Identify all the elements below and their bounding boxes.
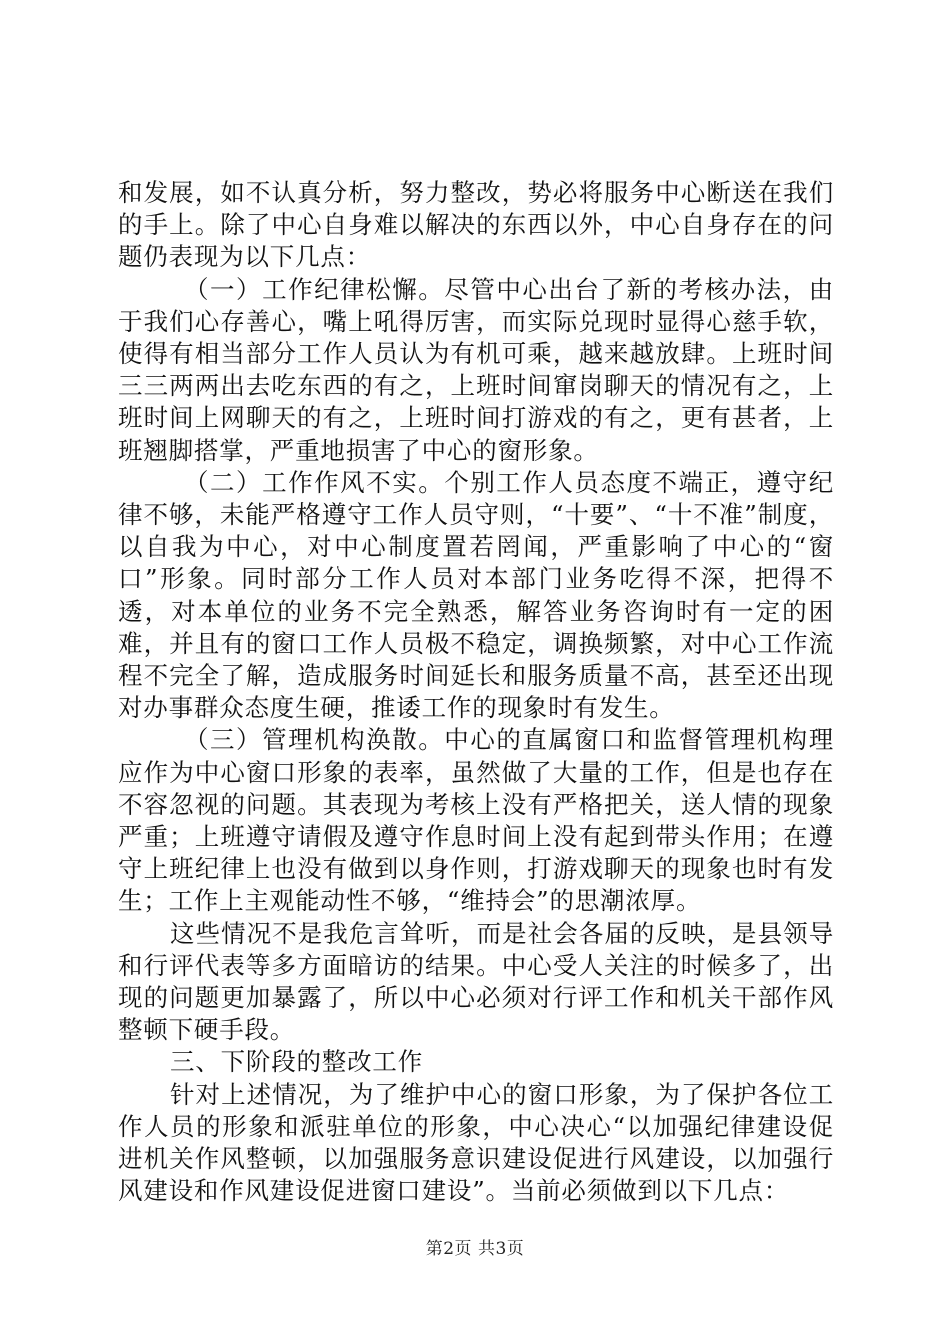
- page-footer: [0, 1238, 950, 1260]
- paragraph-rectification: 针对上述情况，为了维护中心的窗口形象，为了保护各位工作人员的形象和派驻单位的形象，中心决心“以加强纪律建设促进机关作风整顿，以加强服务意识建设促进行风建设，以加强行风建设和作风建设促进窗口建设”。当前必须做到以下几点：: [118, 1079, 834, 1206]
- section-heading: 三、下阶段的整改工作: [170, 1047, 423, 1077]
- paragraph-section-2: （二）工作作风不实。个别工作人员态度不端正，遵守纪律不够，未能严格遵守工作人员守则，“十要”、“十不准”制度，以自我为中心，对中心制度置若罔闻，严重影响了中心的“窗口”形象。同时部分工作人员对本部门业务吃得不深，把得不透，对本单位的业务不完全熟悉，解答业务咨询时有一定的困难，并且有的窗口工作人员极不稳定，调换频繁，对中心工作流程不完全了解，造成服务时间延长和服务质量不高，甚至还出现对办事群众态度生硬，推诿工作的现象时有发生。: [118, 467, 834, 723]
- paragraph-summary: 这些情况不是我危言耸听，而是社会各届的反映，是县领导和行评代表等多方面暗访的结果。中心受人关注的时候多了，出现的问题更加暴露了，所以中心必须对行评工作和机关干部作风整顿下硬手段。: [118, 918, 834, 1045]
- paragraph-continuation: 和发展，如不认真分析，努力整改，势必将服务中心断送在我们的手上。除了中心自身难以解决的东西以外，中心自身存在的问题仍表现为以下几点：: [118, 178, 834, 272]
- paragraph-section-3: （三）管理机构涣散。中心的直属窗口和监督管理机构理应作为中心窗口形象的表率，虽然做了大量的工作，但是也存在不容忽视的问题。其表现为考核上没有严格把关，送人情的现象严重；上班遵守请假及遵守作息时间上没有起到带头作用；在遵守上班纪律上也没有做到以身作则，打游戏聊天的现象也时有发生；工作上主观能动性不够，“维持会”的思潮浓厚。: [118, 725, 834, 916]
- paragraph-section-1: （一）工作纪律松懈。尽管中心出台了新的考核办法，由于我们心存善心，嘴上吼得厉害，而实际兑现时显得心慈手软，使得有相当部分工作人员认为有机可乘，越来越放肆。上班时间三三两两出去吃东西的有之，上班时间窜岗聊天的情况有之，上班时间上网聊天的有之，上班时间打游戏的有之，更有甚者，上班翘脚搭掌，严重地损害了中心的窗形象。: [118, 274, 834, 465]
- document-body: [118, 177, 834, 1208]
- page-number: 第2页 共3页: [425, 1239, 525, 1259]
